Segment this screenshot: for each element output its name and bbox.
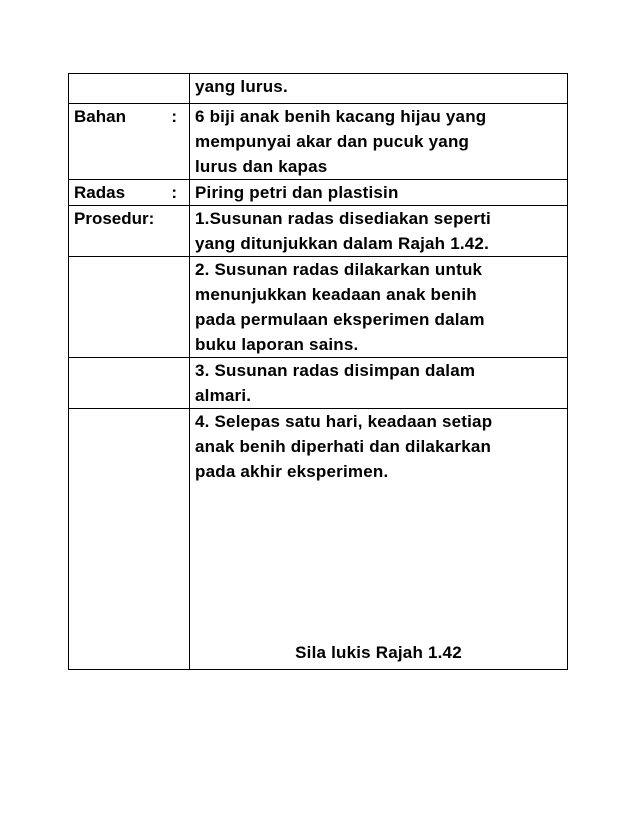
step-line: 2. Susunan radas dilakarkan untuk: [195, 260, 483, 279]
radas-label-cell: [69, 180, 190, 206]
drawing-caption: Sila lukis Rajah 1.42: [295, 643, 462, 662]
prosedur-step-3: [190, 358, 568, 409]
table-row-prosedur-step-1: [69, 206, 568, 257]
table-row-prosedur-step-3: [69, 358, 568, 409]
prosedur-label-cell: [69, 206, 190, 257]
table-row-prosedur-step-2: [69, 257, 568, 358]
prosedur-step-2: [190, 257, 568, 358]
bahan-line: lurus dan kapas: [195, 157, 328, 176]
prosedur-label: Prosedur:: [74, 209, 155, 228]
radas-content: Piring petri dan plastisin: [190, 180, 568, 206]
bahan-colon: :: [171, 107, 177, 126]
empty-label-cell: [69, 358, 190, 409]
radas-label: Radas: [74, 183, 126, 202]
step-line: almari.: [195, 386, 252, 405]
bahan-label: Bahan: [74, 107, 126, 126]
step-line: pada akhir eksperimen.: [195, 462, 389, 481]
step-line: buku laporan sains.: [195, 335, 359, 354]
table-row-bahan: [69, 104, 568, 180]
step-line: 1.Susunan radas disediakan seperti: [195, 209, 491, 228]
step-line: menunjukkan keadaan anak benih: [195, 285, 477, 304]
procedure-table: [68, 73, 568, 670]
table-row-prosedur-step-4: [69, 409, 568, 670]
step-line: pada permulaan eksperimen dalam: [195, 310, 485, 329]
bahan-line: mempunyai akar dan pucuk yang: [195, 132, 470, 151]
step-line: anak benih diperhati dan dilakarkan: [195, 437, 492, 456]
prosedur-step-4: [190, 409, 568, 670]
radas-colon: :: [171, 183, 177, 202]
bahan-line: 6 biji anak benih kacang hijau yang: [195, 107, 487, 126]
step-line: 3. Susunan radas disimpan dalam: [195, 361, 476, 380]
drawing-area: [198, 489, 559, 635]
bahan-label-cell: [69, 104, 190, 180]
row-intro-content: yang lurus.: [190, 74, 568, 104]
empty-label-cell: [69, 257, 190, 358]
table-row-radas: [69, 180, 568, 206]
step-line: yang ditunjukkan dalam Rajah 1.42.: [195, 234, 489, 253]
bahan-content: [190, 104, 568, 180]
empty-label-cell: [69, 409, 190, 670]
step-line: 4. Selepas satu hari, keadaan setiap: [195, 412, 493, 431]
prosedur-step-1: [190, 206, 568, 257]
table-row-intro: [69, 74, 568, 104]
row-intro-label: [69, 74, 190, 104]
